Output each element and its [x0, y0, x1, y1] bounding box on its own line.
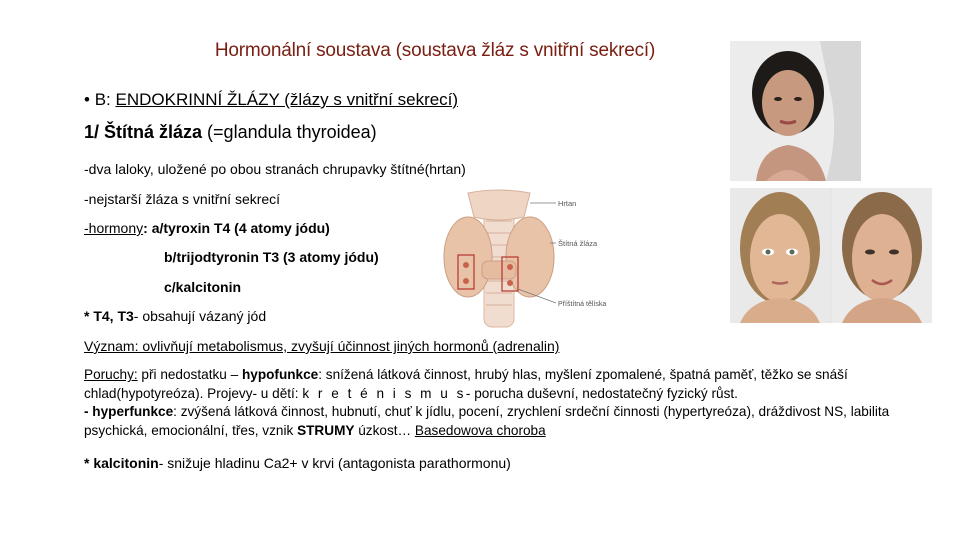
portrait-photo — [730, 41, 861, 181]
poruchy-text-5: úzkost… — [354, 422, 415, 438]
portrait-image — [730, 41, 861, 181]
kalcitonin-bold: * kalcitonin — [84, 455, 159, 471]
slide-title: Hormonální soustava (soustava žláz s vnitřní sekrecí) — [214, 40, 656, 61]
thyroid-illustration — [438, 191, 607, 327]
line-hormon-c: c/kalcitonin — [164, 279, 242, 295]
line-t4t3 — [84, 308, 266, 324]
line-hormony — [84, 220, 330, 236]
label-pristitna: Příštítná tělíska — [558, 301, 607, 308]
faces-comparison-photo — [730, 188, 932, 323]
poruchy-text-3: - porucha duševní, nedostatečný fyzický růst. — [465, 385, 738, 401]
hyperfunkce: - hyperfunkce — [84, 404, 174, 419]
section-heading — [84, 90, 458, 110]
strumy: STRUMY — [297, 422, 355, 438]
poruchy-text-1: při nedostatku – — [137, 367, 242, 382]
line-hormon-b: b/trijodtyronin T3 (3 atomy jódu) — [164, 249, 379, 265]
section-heading-text: ENDOKRINNÍ ŽLÁZY (žlázy s vnitřní sekrecí) — [115, 90, 459, 109]
label-hrtan: Hrtan — [558, 199, 577, 208]
thyroid-diagram — [438, 191, 607, 327]
poruchy-paragraph — [84, 366, 924, 440]
bullet: • — [84, 90, 90, 109]
poruchy-label: Poruchy: — [84, 367, 138, 382]
gland-name: Štítná žláza — [104, 122, 203, 142]
poruchy-text-2: : snížená látková činnost, hrubý hlas, myšlení zpomalené, špatná paměť, těžko se snáší chlad(hypotyreóza). Projevy- u dětí: — [84, 367, 848, 401]
line-nejstarsi: -nejstarší žláza s vnitřní sekrecí — [84, 191, 281, 207]
hormony-a: : a/tyroxin T4 (4 atomy jódu) — [143, 220, 330, 236]
hypofunkce: hypofunkce — [241, 367, 319, 382]
section-prefix: B: — [94, 90, 116, 109]
kretenismus: k r e t é n i s m u s — [302, 385, 466, 401]
kalcitonin-rest: - snižuje hladinu Ca2+ v krvi (antagonista parathormonu) — [158, 455, 511, 471]
t4t3-bold: * T4, T3 — [84, 308, 134, 324]
gland-number: 1/ — [84, 122, 105, 142]
line-vyznam: Význam: ovlivňují metabolismus, zvyšují účinnost jiných hormonů (adrenalin) — [84, 338, 560, 354]
hormony-label: -hormony — [84, 220, 144, 236]
basedowova-choroba: Basedowova choroba — [414, 422, 546, 438]
poruchy-text-4: : zvýšená látková činnost, hubnutí, chuť k jídlu, pocení, zrychlení srdeční činnosti (hypertyreóza), dráždivost NS, labilita psychická, emocionální, třes, vznik — [84, 404, 890, 438]
line-laloky: -dva laloky, uložené po obou stranách chrupavky štítné(hrtan) — [84, 161, 466, 177]
faces-image — [730, 188, 932, 323]
label-stitna: Štítná žláza — [558, 239, 598, 248]
line-kalcitonin — [84, 455, 511, 471]
gland-latin: (=glandula thyroidea) — [202, 122, 377, 142]
t4t3-rest: - obsahují vázaný jód — [133, 308, 267, 324]
gland-heading — [84, 122, 377, 143]
